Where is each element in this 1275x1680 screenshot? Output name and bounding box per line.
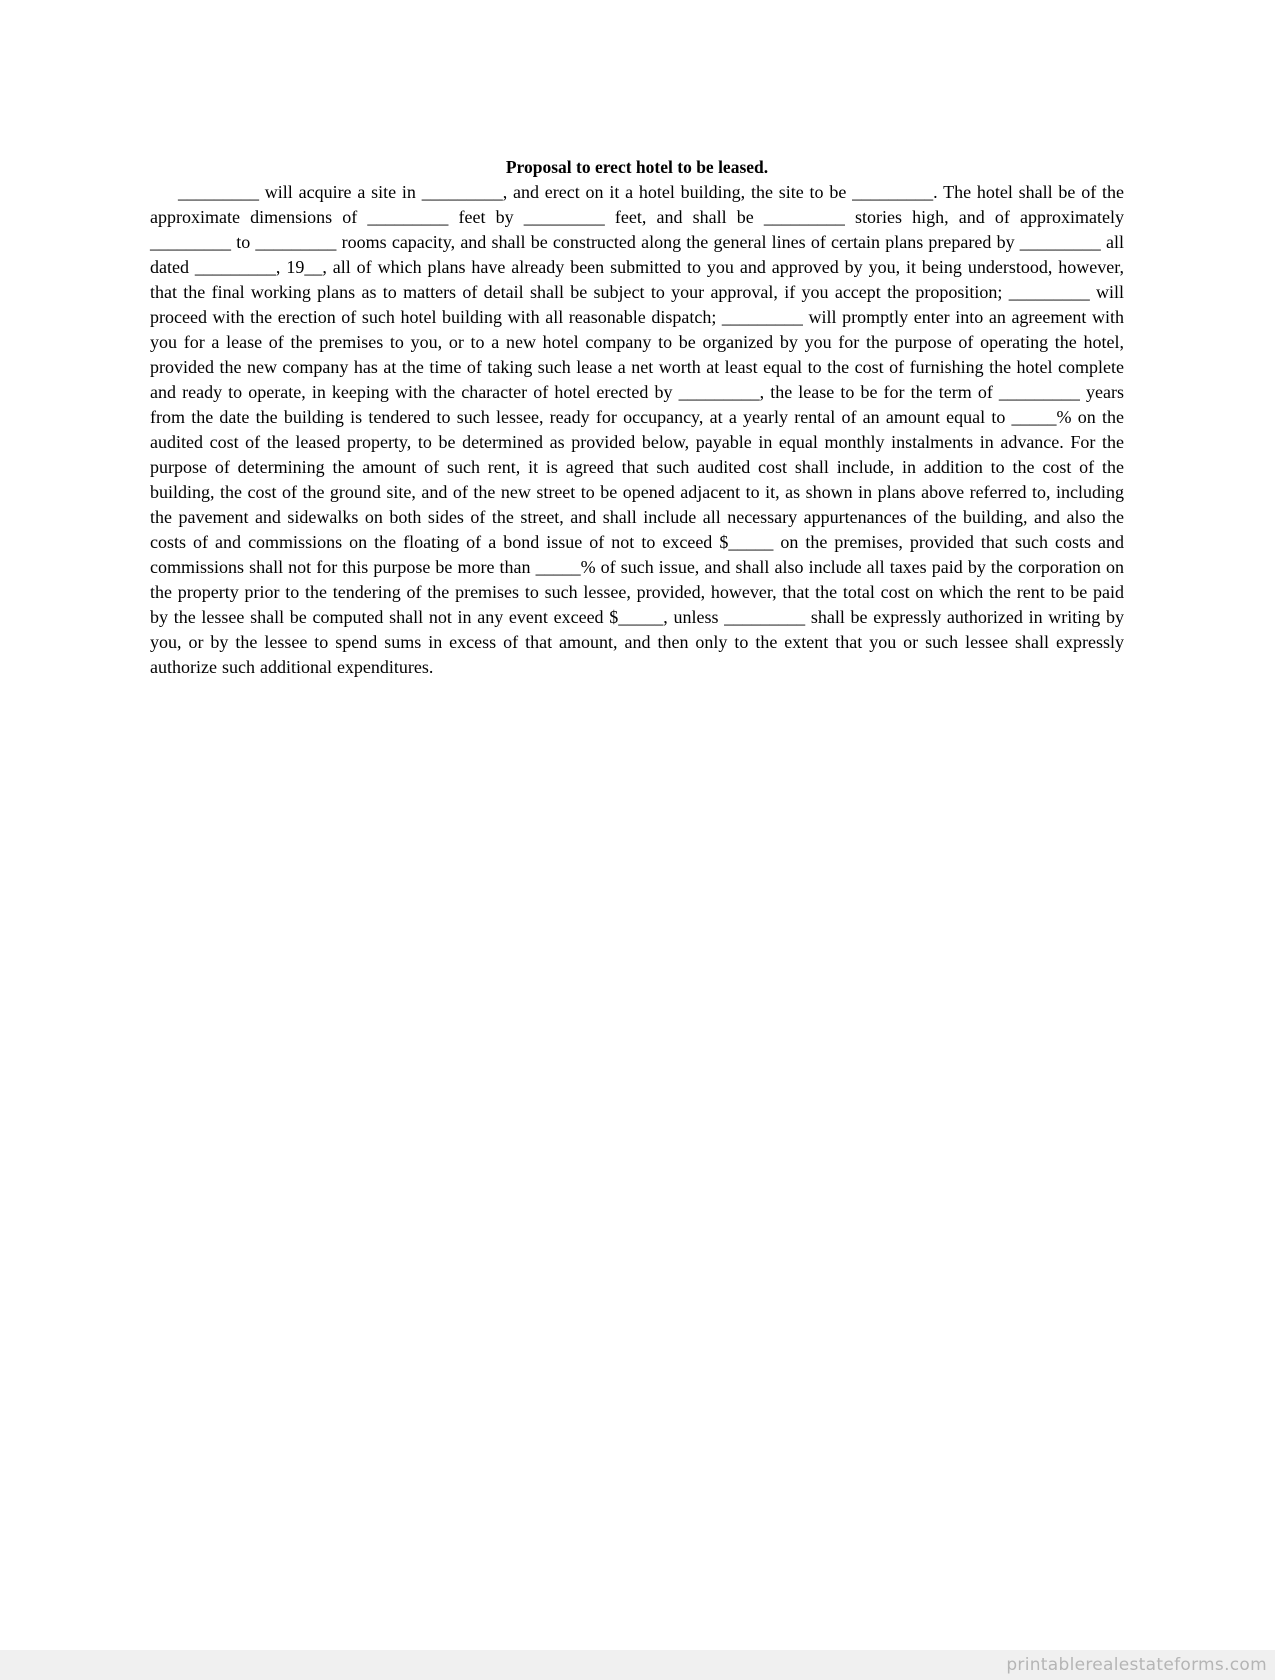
document-content <box>150 155 1124 680</box>
document-title: Proposal to erect hotel to be leased. <box>505 157 769 177</box>
footer-watermark: printablerealestateforms.com <box>1006 1655 1267 1675</box>
document-body-paragraph: _________ will acquire a site in _________, and erect on it a hotel building, the site to be _________. The hotel shall be of the approximate dimensions of _________ feet by _________ feet, and shall be _________ stories high, and of approximately _________ to _________ rooms capacity, and shall be constructed along the general lines of certain plans prepared by _________ all dated _________, 19__, all of which plans have already been submitted to you and approved by you, it being understood, however, that the final working plans as to matters of detail shall be subject to your approval, if you accept the proposition; _________ will proceed with the erection of such hotel building with all reasonable dispatch; _________ will promptly enter into an agreement with you for a lease of the premises to you, or to a new hotel company to be organized by you for the purpose of operating the hotel, provided the new company has at the time of taking such lease a net worth at least equal to the cost of furnishing the hotel complete and ready to operate, in keeping with the character of hotel erected by _________, the lease to be for the term of _________ years from the date the building is tendered to such lessee, ready for occupancy, at a yearly rental of an amount equal to _____% on the audited cost of the leased property, to be determined as provided below, payable in equal monthly instalments in advance. For the purpose of determining the amount of such rent, it is agreed that such audited cost shall include, in addition to the cost of the building, the cost of the ground site, and of the new street to be opened adjacent to it, as shown in plans above referred to, including the pavement and sidewalks on both sides of the street, and shall include all necessary appurtenances of the building, and also the costs of and commissions on the floating of a bond issue of not to exceed $_____ on the premises, provided that such costs and commissions shall not for this purpose be more than _____% of such issue, and shall also include all taxes paid by the corporation on the property prior to the tendering of the premises to such lessee, provided, however, that the total cost on which the rent to be paid by the lessee shall be computed shall not in any event exceed $_____, unless _________ shall be expressly authorized in writing by you, or by the lessee to spend sums in excess of that amount, and then only to the extent that you or such lessee shall expressly authorize such additional expenditures. <box>150 182 1124 677</box>
footer-bar <box>0 1650 1275 1680</box>
